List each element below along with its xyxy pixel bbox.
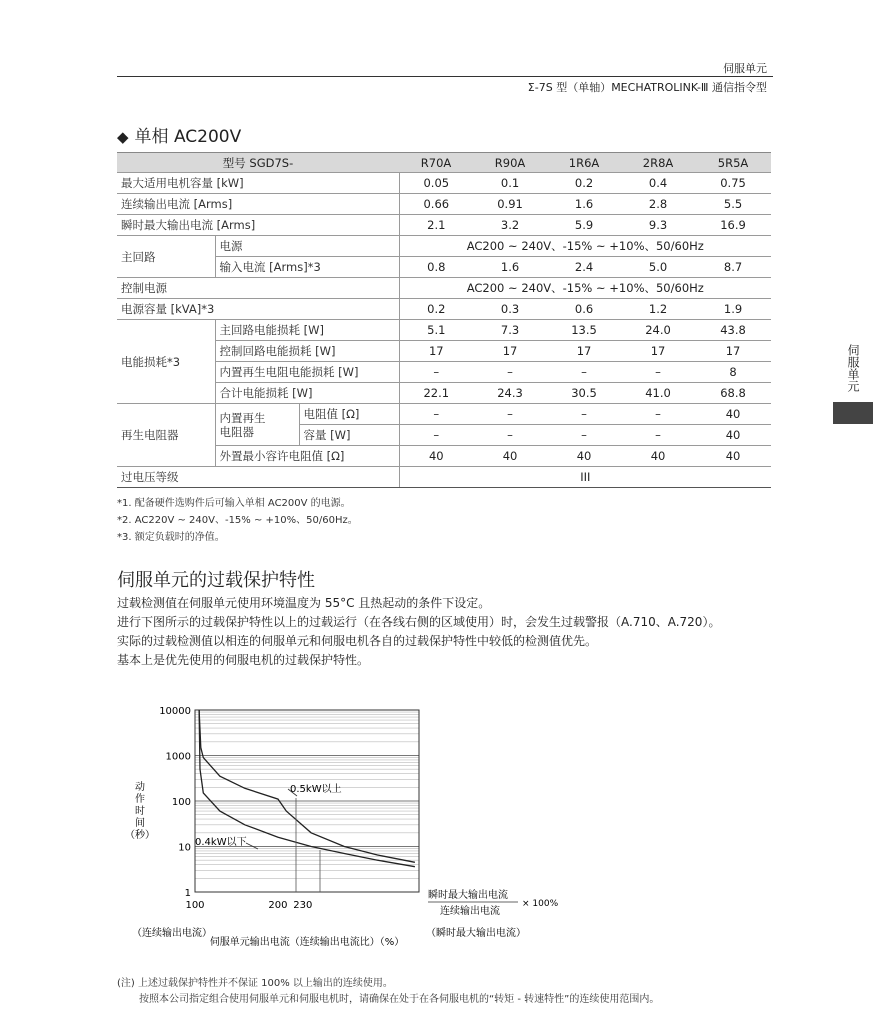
row-label: 电阻值 [Ω] <box>299 404 399 425</box>
formula-bottom: 连续输出电流 <box>440 906 500 917</box>
row-label: 连续输出电流 [Arms] <box>117 194 399 215</box>
row-label: 控制回路电能损耗 [W] <box>215 341 399 362</box>
row-label: 内置再生 电阻器 <box>215 404 299 446</box>
series-label-0.4kW: 0.4kW以下 <box>195 837 247 848</box>
paragraph: 过载检测值在伺服单元使用环境温度为 55°C 且热起动的条件下设定。 <box>117 596 491 610</box>
table-notes <box>117 495 358 546</box>
cell: III <box>399 467 771 488</box>
cell: – <box>473 404 547 425</box>
section-title-text: 单相 AC200V <box>134 127 242 147</box>
cell: 8 <box>695 362 771 383</box>
cell: 17 <box>695 341 771 362</box>
side-tab-label: 伺服单元 <box>846 344 860 392</box>
cell: – <box>547 425 621 446</box>
cell: 30.5 <box>547 383 621 404</box>
cell: 40 <box>473 446 547 467</box>
footnote-line: 按照本公司指定组合使用伺服单元和伺服电机时，请确保在处于在各伺服电机的“转矩 - 转速特性”的连续使用范围内。 <box>139 994 660 1005</box>
cell: 9.3 <box>621 215 695 236</box>
row-label: 最大适用电机容量 [kW] <box>117 173 399 194</box>
model-col: 2R8A <box>621 153 695 173</box>
x-right-label: （瞬时最大输出电流） <box>426 928 526 939</box>
table-header-row <box>117 153 771 173</box>
y-tick-label: 10000 <box>159 706 191 717</box>
cell: 0.1 <box>473 173 547 194</box>
paragraph: 实际的过载检测值以相连的伺服单元和伺服电机各自的过载保护特性中较低的检测值优先。 <box>117 634 598 648</box>
row-label: 主回路电能损耗 [W] <box>215 320 399 341</box>
cell: 1.6 <box>473 257 547 278</box>
paragraph: 进行下图所示的过载保护特性以上的过载运行（在各线右侧的区域使用）时，会发生过载警报（A.710、A.720）。 <box>117 615 721 629</box>
footnote <box>117 976 659 1008</box>
header-line2: Σ-7S 型（单轴）MECHATROLINK-Ⅲ 通信指令型 <box>527 81 767 94</box>
series-label-0.5kW: 0.5kW以上 <box>290 784 342 795</box>
model-col: 5R5A <box>695 153 771 173</box>
cell: 5.9 <box>547 215 621 236</box>
cell: – <box>399 404 473 425</box>
row-label: 电源容量 [kVA]*3 <box>117 299 399 320</box>
table-row <box>117 194 771 215</box>
cell: 0.2 <box>547 173 621 194</box>
table-row <box>117 173 771 194</box>
note: *3. 额定负载时的净值。 <box>117 532 225 543</box>
cell: 8.7 <box>695 257 771 278</box>
cell: 0.4 <box>621 173 695 194</box>
side-tab <box>833 340 873 400</box>
row-label: 过电压等级 <box>117 467 399 488</box>
cell: 40 <box>695 446 771 467</box>
cell: 2.8 <box>621 194 695 215</box>
cell: 0.91 <box>473 194 547 215</box>
table-row <box>117 362 771 383</box>
x-tick-label: 230 <box>293 900 313 911</box>
cell: 40 <box>695 425 771 446</box>
y-axis-title-1: 动 <box>135 782 145 793</box>
header-line1: 伺服单元 <box>723 62 767 75</box>
note: *2. AC220V ~ 240V、-15% ~ +10%、50/60Hz。 <box>117 515 358 526</box>
leader-0.4kW <box>246 843 258 849</box>
cell: 17 <box>473 341 547 362</box>
section-title <box>117 122 241 147</box>
table-row <box>117 446 771 467</box>
cell: 40 <box>695 404 771 425</box>
row-label: 瞬时最大输出电流 [Arms] <box>117 215 399 236</box>
cell: – <box>399 362 473 383</box>
cell: – <box>547 404 621 425</box>
cell: 0.05 <box>399 173 473 194</box>
cell: – <box>399 425 473 446</box>
group-label: 主回路 <box>117 236 215 278</box>
y-tick-label: 1000 <box>165 751 191 763</box>
cell: 40 <box>621 446 695 467</box>
cell: 22.1 <box>399 383 473 404</box>
cell: – <box>473 362 547 383</box>
cell: 1.2 <box>621 299 695 320</box>
cell: 13.5 <box>547 320 621 341</box>
cell: 5.1 <box>399 320 473 341</box>
cell: 40 <box>547 446 621 467</box>
row-label: 容量 [W] <box>299 425 399 446</box>
cell: 68.8 <box>695 383 771 404</box>
cell: 2.4 <box>547 257 621 278</box>
cell: 43.8 <box>695 320 771 341</box>
cell: – <box>621 404 695 425</box>
cell: 17 <box>399 341 473 362</box>
group-label: 电能损耗*3 <box>117 320 215 404</box>
row-label: 控制电源 <box>117 278 399 299</box>
cell: 0.2 <box>399 299 473 320</box>
y-axis-title-2: 作 <box>135 794 145 805</box>
y-axis-title-4: 间 <box>135 818 145 829</box>
model-label: 型号 SGD7S- <box>117 153 399 173</box>
table-row <box>117 467 771 488</box>
x-tick-label: 200 <box>268 900 288 911</box>
cell: 1.6 <box>547 194 621 215</box>
x-left-label: （连续输出电流） <box>132 928 212 939</box>
cell: – <box>547 362 621 383</box>
formula-suffix: × 100% <box>522 899 559 909</box>
cell: – <box>621 425 695 446</box>
table-row <box>117 320 771 341</box>
cell: – <box>473 425 547 446</box>
y-tick-label: 100 <box>171 797 191 808</box>
overload-description <box>117 596 727 672</box>
y-axis-title-3: 时 <box>135 806 145 817</box>
cell: 0.75 <box>695 173 771 194</box>
table-row <box>117 341 771 362</box>
cell: 2.1 <box>399 215 473 236</box>
table-row <box>117 278 771 299</box>
footnote-line: (注) 上述过载保护特性并不保证 100% 以上输出的连续使用。 <box>117 978 393 989</box>
model-col: R70A <box>399 153 473 173</box>
table-row <box>117 215 771 236</box>
row-label: 输入电流 [Arms]*3 <box>215 257 399 278</box>
cell: 24.0 <box>621 320 695 341</box>
x-tick-label: 100 <box>185 900 205 911</box>
y-tick-label: 10 <box>178 842 191 854</box>
cell: – <box>621 362 695 383</box>
cell: 17 <box>547 341 621 362</box>
row-label: 合计电能损耗 [W] <box>215 383 399 404</box>
cell: 5.5 <box>695 194 771 215</box>
y-tick-label: 1 <box>184 888 191 899</box>
cell: 1.9 <box>695 299 771 320</box>
cell: 16.9 <box>695 215 771 236</box>
diamond-icon: ◆ <box>117 128 129 146</box>
side-tab-bar <box>833 402 873 424</box>
spec-table <box>117 152 771 488</box>
table-row <box>117 383 771 404</box>
cell: 3.2 <box>473 215 547 236</box>
model-col: R90A <box>473 153 547 173</box>
cell: 24.3 <box>473 383 547 404</box>
model-col: 1R6A <box>547 153 621 173</box>
overload-title: 伺服单元的过载保护特性 <box>117 570 315 591</box>
x-axis-title: 伺服单元输出电流（连续输出电流比）（%） <box>209 937 405 948</box>
cell: AC200 ~ 240V、-15% ~ +10%、50/60Hz <box>399 236 771 257</box>
overload-chart <box>110 700 580 965</box>
header-rule <box>117 76 773 77</box>
y-axis-title-5: （秒） <box>125 830 155 841</box>
formula-top: 瞬时最大输出电流 <box>428 890 508 901</box>
cell: 5.0 <box>621 257 695 278</box>
cell: 7.3 <box>473 320 547 341</box>
cell: 0.6 <box>547 299 621 320</box>
cell: 40 <box>399 446 473 467</box>
table-row <box>117 236 771 257</box>
cell: 0.8 <box>399 257 473 278</box>
table-row <box>117 257 771 278</box>
cell: AC200 ~ 240V、-15% ~ +10%、50/60Hz <box>399 278 771 299</box>
cell: 41.0 <box>621 383 695 404</box>
group-label: 再生电阻器 <box>117 404 215 467</box>
row-label: 内置再生电阻电能损耗 [W] <box>215 362 399 383</box>
note: *1. 配备硬件选购件后可输入单相 AC200V 的电源。 <box>117 498 351 509</box>
table-row <box>117 299 771 320</box>
cell: 0.3 <box>473 299 547 320</box>
row-label: 电源 <box>215 236 399 257</box>
chart-grid <box>195 712 419 878</box>
table-row <box>117 404 771 425</box>
cell: 17 <box>621 341 695 362</box>
row-label: 外置最小容许电阻值 [Ω] <box>215 446 399 467</box>
paragraph: 基本上是优先使用的伺服电机的过载保护特性。 <box>117 653 370 667</box>
cell: 0.66 <box>399 194 473 215</box>
